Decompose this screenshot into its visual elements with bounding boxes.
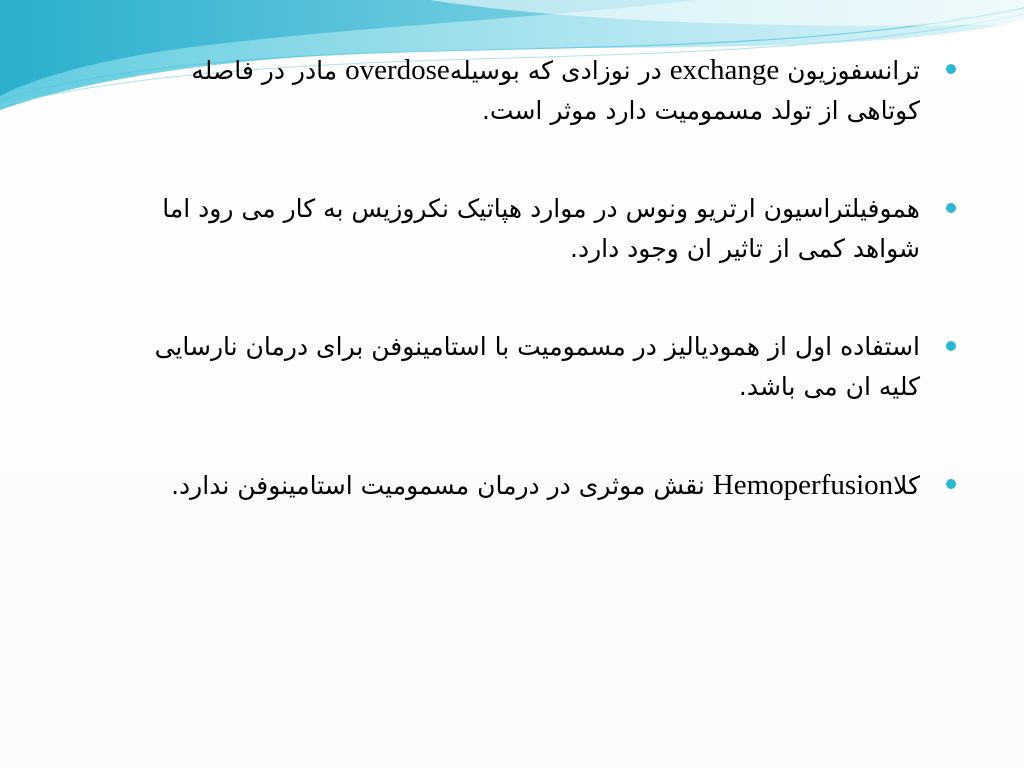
- bullet-list: [150, 50, 940, 506]
- bullet-item: [150, 327, 940, 407]
- bullet-text: استفاده اول از همودیالیز در مسمومیت با استامینوفن برای درمان نارسایی کلیه ان می باشد.: [154, 332, 920, 401]
- bullet-text: کلاHemoperfusion نقش موثری در درمان مسمومیت استامینوفن ندارد.: [171, 469, 920, 501]
- bullet-item: [150, 465, 940, 506]
- bullet-dot-icon: [946, 479, 956, 489]
- bullet-text: هموفیلتراسیون ارتریو ونوس در موارد هپاتیک نکروزیس به کار می رود اما شواهد کمی از تاثیر ان وجود دارد.: [162, 194, 920, 263]
- bullet-dot-icon: [946, 203, 956, 213]
- bullet-item: [150, 50, 940, 131]
- bullet-text: ترانسفوزیون exchange در نوزادی که بوسیلهoverdose مادر در فاصله کوتاهی از تولد مسمومیت دارد موثر است.: [191, 54, 920, 125]
- bullet-item: [150, 189, 940, 269]
- bullet-dot-icon: [946, 341, 956, 351]
- bullet-dot-icon: [946, 64, 956, 74]
